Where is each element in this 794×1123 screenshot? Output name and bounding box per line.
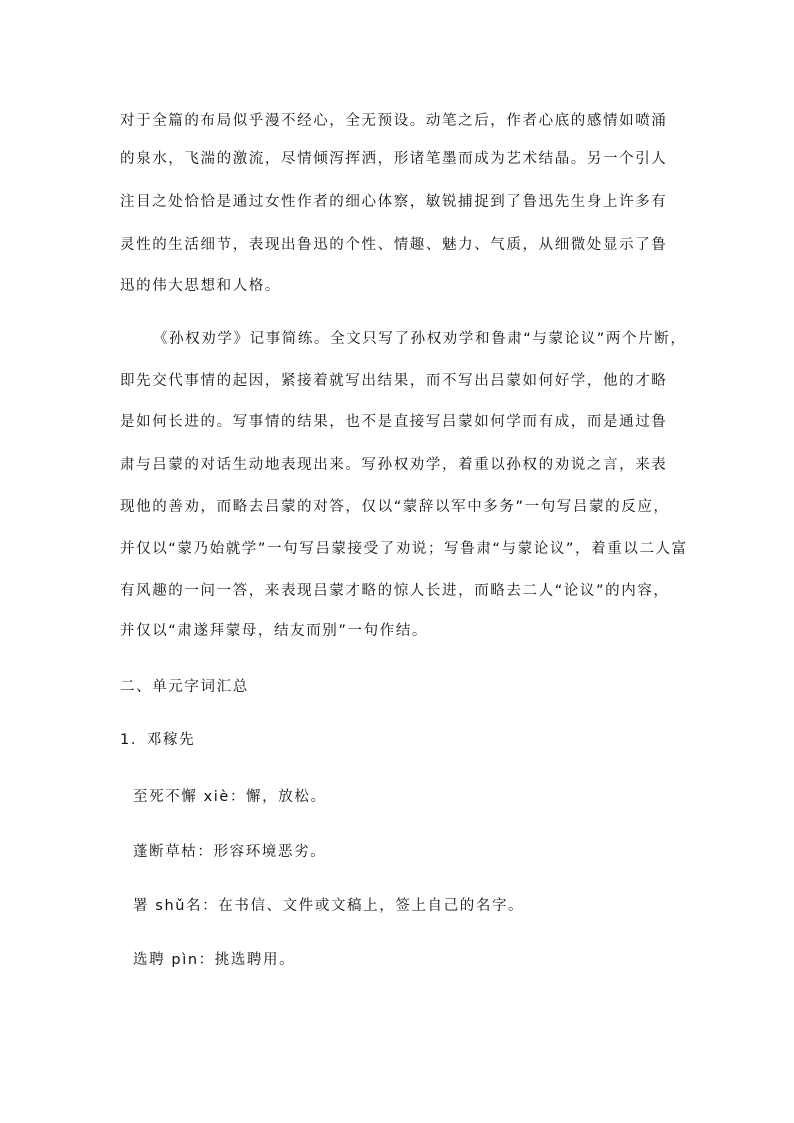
paragraph-2-line-8: 并仅以“肃遂拜蒙母，结友而别”一句作结。 — [120, 623, 429, 639]
paragraph-2-line-2: 即先交代事情的起因，紧接着就写出结果，而不写出吕蒙如何好学，他的才略 — [120, 373, 668, 389]
paragraph-2-line-7: 有风趣的一问一答，来表现吕蒙才略的惊人长进，而略去二人“论议”的内容， — [120, 583, 670, 599]
paragraph-2-line-5: 现他的善劝，而略去吕蒙的对答，仅以“蒙辞以军中多务”一句写吕蒙的反应， — [120, 499, 670, 515]
paragraph-1-line-5: 迅的伟大思想和人格。 — [120, 278, 281, 294]
paragraph-2-line-6: 并仅以“蒙乃始就学”一句写吕蒙接受了劝说；写鲁肃“与蒙论议”，着重以二人富 — [120, 541, 688, 557]
paragraph-1-line-3: 注目之处恰恰是通过女性作者的细心体察，敏锐捕捉到了鲁迅先生身上许多有 — [120, 194, 668, 210]
paragraph-1-line-1: 对于全篇的布局似乎漫不经心，全无预设。动笔之后，作者心底的感情如喷涌 — [120, 113, 668, 129]
paragraph-2-line-3: 是如何长进的。写事情的结果，也不是直接写吕蒙如何学而有成，而是通过鲁 — [120, 414, 668, 430]
vocab-entry: 署 shǔ名：在书信、文件或文稿上，签上自己的名字。 — [133, 898, 525, 914]
vocab-entry: 选聘 pìn：挑选聘用。 — [133, 952, 296, 968]
paragraph-1-line-4: 灵性的生活细节，表现出鲁迅的个性、情趣、魅力、气质，从细微处显示了鲁 — [120, 237, 668, 253]
section-heading: 二、单元字词汇总 — [120, 679, 249, 695]
paragraph-2-line-1: 《孙权劝学》记事简练。全文只写了孙权劝学和鲁肃“与蒙论议”两个片断， — [153, 331, 687, 347]
vocab-entry: 至死不懈 xiè：懈，放松。 — [133, 789, 327, 805]
vocab-entry: 蓬断草枯：形容环境恶劣。 — [133, 844, 327, 860]
paragraph-2-line-4: 肃与吕蒙的对话生动地表现出来。写孙权劝学，着重以孙权的劝说之言，来表 — [120, 457, 668, 473]
paragraph-1-line-2: 的泉水，飞湍的激流，尽情倾泻挥洒，形诸笔墨而成为艺术结晶。另一个引人 — [120, 151, 668, 167]
subsection-heading: 1．邓稼先 — [120, 732, 196, 748]
